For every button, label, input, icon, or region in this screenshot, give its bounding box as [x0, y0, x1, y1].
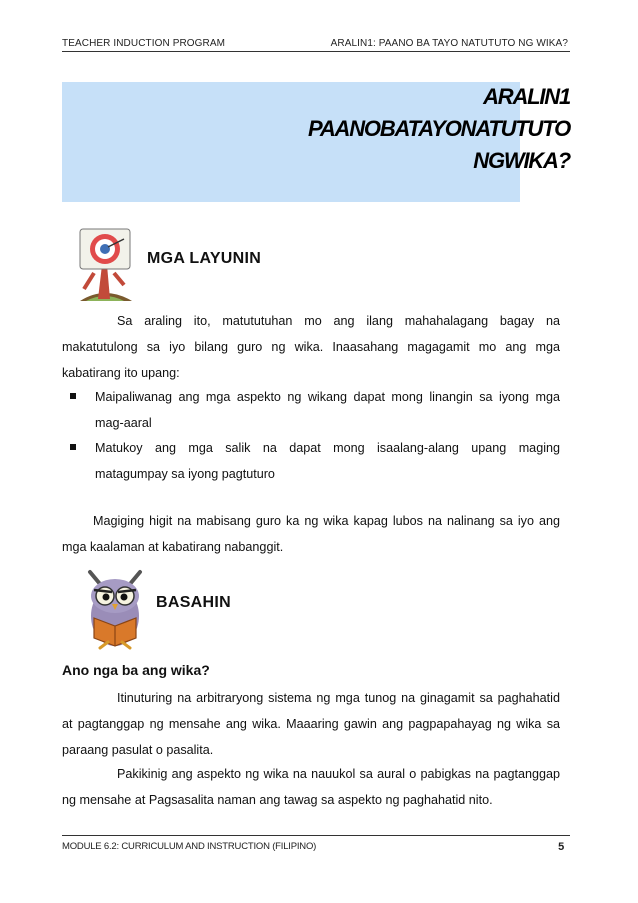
layunin-intro — [62, 308, 560, 386]
layunin-bullet-1 — [70, 384, 560, 436]
header-left: TEACHER INDUCTION PROGRAM — [62, 38, 226, 49]
layunin-closing — [62, 508, 560, 560]
title-line-1: ARALIN1 — [483, 84, 570, 109]
target-sign-icon — [72, 225, 138, 303]
header-rule — [62, 51, 570, 52]
layunin-heading: MGA LAYUNIN — [147, 250, 262, 267]
layunin-intro-line-3: kabatirang ito upang: — [62, 366, 180, 380]
bullet-2-line-1: Matukoy ang mga salik na dapat mong isaalang-alang upang maging — [95, 441, 560, 455]
layunin-intro-line-1: Sa araling ito, matututuhan mo ang ilang mahahalagang bagay na — [117, 314, 560, 328]
owl-reading-icon — [80, 566, 150, 652]
para-2-line-1: Pakikinig ang aspekto ng wika na nauukol sa aural o pabigkas na pagtanggap — [117, 767, 560, 781]
bullet-1-line-2: mag-aaral — [95, 416, 152, 430]
para-1-line-1: Itinuturing na arbitraryong sistema ng mga tunog na ginagamit sa paghahatid — [117, 691, 560, 705]
bullet-1-line-1: Maipaliwanag ang mga aspekto ng wikang dapat mong linangin sa iyong mga — [95, 390, 560, 404]
footer-rule — [62, 835, 570, 836]
basahin-para-1 — [62, 685, 560, 763]
para-1-line-3: paraang pasulat o pasalita. — [62, 743, 214, 757]
title-line-3: NGWIKA? — [473, 148, 570, 173]
basahin-para-2 — [62, 761, 560, 813]
footer-left: MODULE 6.2: CURRICULUM AND INSTRUCTION (FILIPINO) — [62, 841, 317, 852]
bullet-square-icon — [70, 393, 76, 399]
basahin-question: Ano nga ba ang wika? — [62, 662, 210, 678]
title-box — [62, 82, 520, 202]
para-2-line-2: ng mensahe at Pagsasalita naman ang tawag sa aspekto ng paghahatid nito. — [62, 793, 493, 807]
bullet-2-line-2: matagumpay sa iyong pagtuturo — [95, 467, 275, 481]
para-1-line-2: at pagtanggap ng mensahe ang wika. Maaaring gawin ang pagpapahayag ng wika sa — [62, 717, 560, 731]
layunin-closing-line-1: Magiging higit na mabisang guro ka ng wika kapag lubos na nalinang sa iyo ang — [93, 514, 560, 528]
basahin-heading: BASAHIN — [156, 594, 231, 611]
bullet-square-icon — [70, 444, 76, 450]
page-number: 5 — [558, 841, 564, 853]
layunin-bullet-2 — [70, 435, 560, 487]
layunin-intro-line-2: makatutulong sa iyo bilang guro ng wika. Inaasahang magagamit mo ang mga — [62, 340, 560, 354]
title-line-2: PAANOBATAYONATUTUTO — [308, 116, 570, 141]
layunin-closing-line-2: mga kaalaman at kabatirang nabanggit. — [62, 540, 284, 554]
header-right: ARALIN1: PAANO BA TAYO NATUTUTO NG WIKA? — [330, 38, 568, 49]
